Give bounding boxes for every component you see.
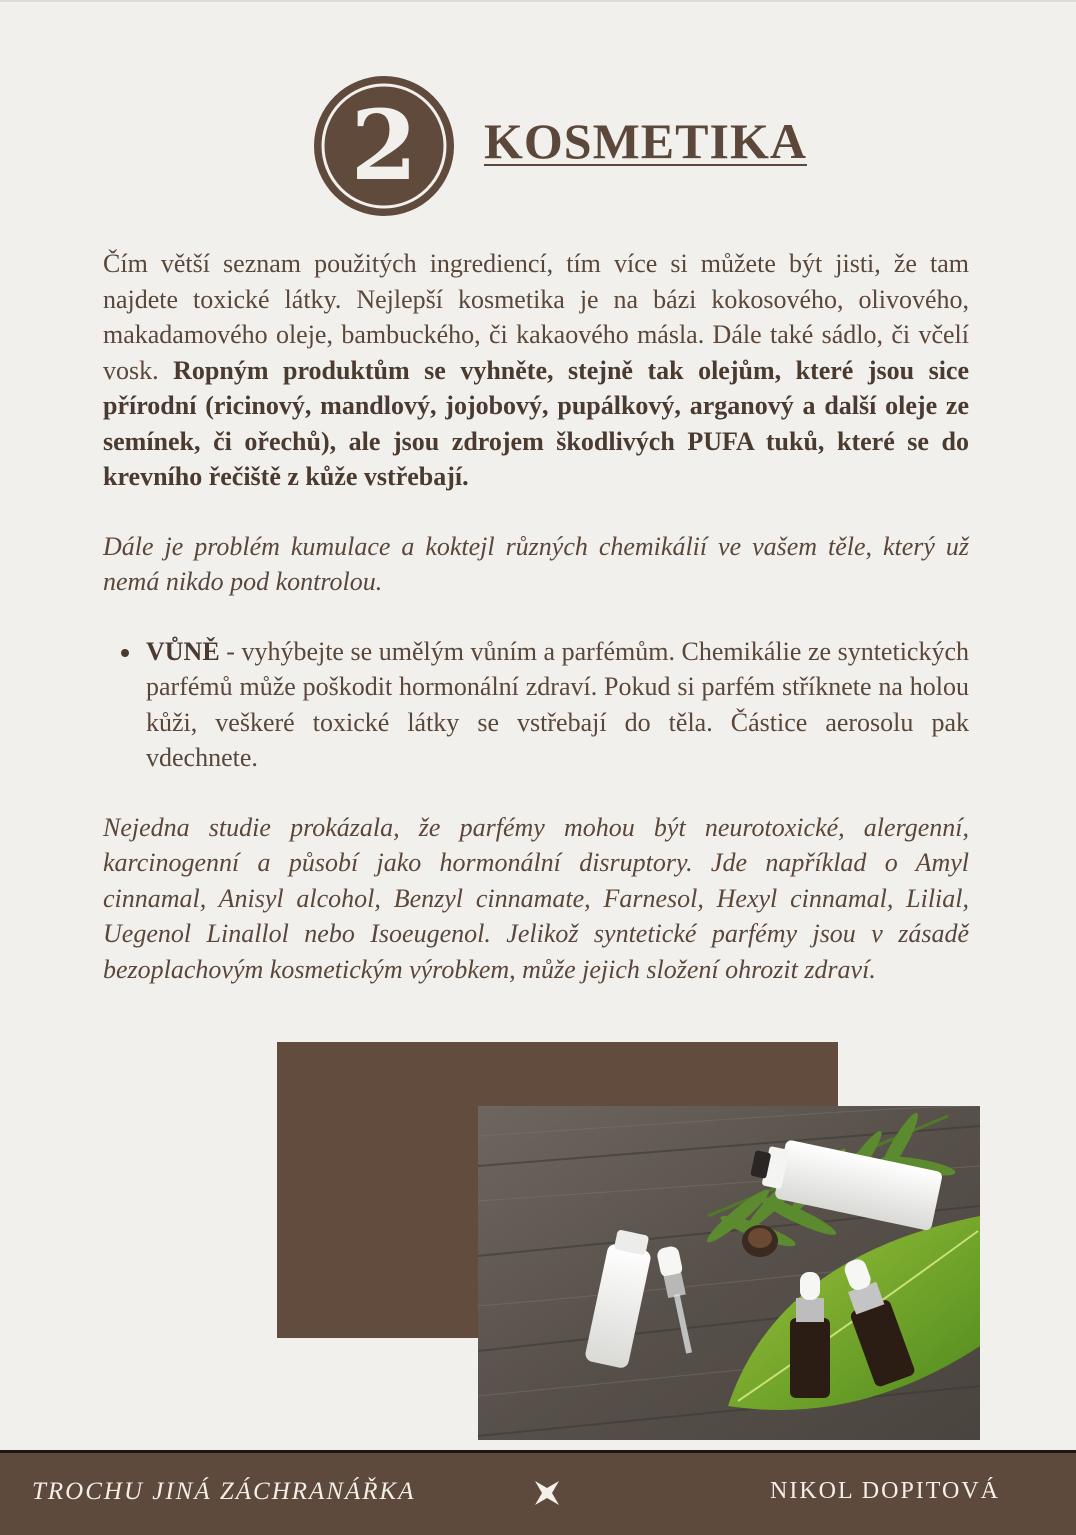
section-heading — [0, 74, 1076, 220]
intro-paragraph — [103, 246, 969, 495]
cosmetics-photo — [478, 1106, 980, 1440]
italic-note-paragraph: Dále je problém kumulace a koktejl různých chemikálií ve vašem těle, který už nemá nikdo pod kontrolou. — [103, 531, 969, 596]
intro-bold-text: Ropným produktům se vyhněte, stejně tak olejům, které jsou sice přírodní (ricinový, mandlový, jojobový, pupálkový, arganový a další oleje ze semínek, či ořechů), ale jsou zdrojem škodlivých PUFA tuků, které se do krevního řečiště z kůže vstřebají. — [103, 355, 969, 491]
page-footer — [0, 1450, 1076, 1535]
number-badge — [312, 74, 456, 218]
bullet-list — [103, 634, 969, 776]
article-body — [103, 246, 969, 987]
star-icon — [533, 1479, 561, 1507]
number-badge-digit: 2 — [350, 89, 418, 202]
bullet-term: VŮNĚ — [146, 636, 220, 666]
page-title: KOSMETIKA — [484, 113, 807, 169]
intro-normal-text: Čím větší seznam použitých ingrediencí, tím více si můžete být jisti, že tam najdete toxické látky. Nejlepší kosmetika je na bázi kokosového, olivového, makadamového oleje, bambuckého, či kakaového másla. Dále také sádlo, či včelí vosk. — [103, 249, 969, 385]
footer-right-text: NIKOL DOPITOVÁ — [770, 1478, 1000, 1504]
top-border — [0, 0, 1076, 2]
studies-paragraph: Nejedna studie prokázala, že parfémy mohou být neurotoxické, alergenní, karcinogenní a působí jako hormonální disruptory. Jde například o Amyl cinnamal, Anisyl alcohol, Benzyl cinnamate, Farnesol, Hexyl cinnamal, Lilial, Uegenol Linallol nebo Isoeugenol. Jelikož syntetické parfémy jsou v zásadě bezoplachovým kosmetickým výrobkem, může jejich složení ohrozit zdraví. — [103, 812, 969, 984]
bullet-text: - vyhýbejte se umělým vůním a parfémům. Chemikálie ze syntetických parfémů může poškodit hormonální zdraví. Pokud si parfém stříknete na holou kůži, veškeré toxické látky se vstřebají do těla. Částice aerosolu pak vdechnete. — [146, 636, 969, 772]
bullet-dot-icon — [121, 649, 129, 657]
list-item — [103, 634, 969, 776]
footer-left-text: TROCHU JINÁ ZÁCHRANÁŘKA — [32, 1478, 416, 1505]
cosmetics-photo-illustration — [478, 1106, 980, 1440]
